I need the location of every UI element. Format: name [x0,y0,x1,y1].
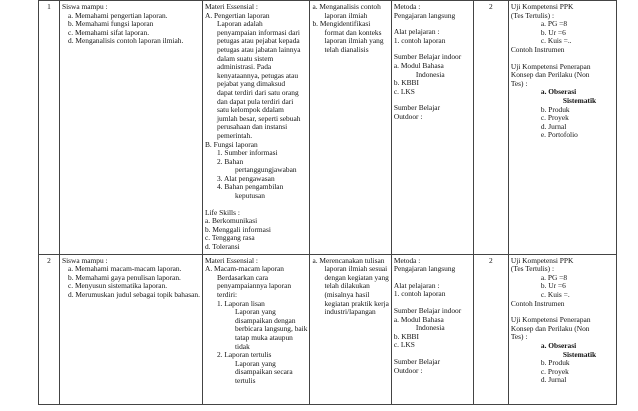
text-line: administrasi. Pada [216,62,272,72]
minggu-cell: 2 [473,1,508,255]
minggu-cell: 2 [473,254,508,404]
list-item: d. Jurnal [540,375,567,385]
list-item: a. Berkomunikasi [204,216,258,226]
text-line: Metoda : [393,2,421,11]
text-line: terdiri: [216,290,238,299]
table-row [39,1,617,255]
text-line: Alat pelajaran : [393,27,440,37]
text-line: pertanggungjawaban [234,165,297,175]
list-item: b. KBBI [393,78,419,88]
list-item: b. Memahami fungsi laporan [68,19,154,29]
list-item: a. Modul Bahasa [393,60,444,70]
table-row [39,254,617,404]
list-item: b. Ur =6 [540,27,566,37]
list-item: a. Obserasi [540,340,577,350]
text-line: Indonesia [415,69,445,79]
text-line: industri/lapangan [324,307,376,317]
text-line: disampaikan dengan [234,315,296,325]
list-item: b. Ur =6 [540,281,566,291]
text-line: Sistematik [562,349,597,359]
list-item: b. Produk [540,104,570,114]
text-line: A. Macam-macam laporan [204,264,284,274]
text-line: format dan konteks [324,27,382,37]
text-line: jumlah besar, seperti sebuah [216,113,301,123]
list-item: c. Kuis =.. [540,36,572,46]
list-item: 1. Sumber informasi [216,148,278,158]
list-item: 4. Bahan pengambilan [216,182,284,192]
text-line: penyampaiannya laporan [216,281,292,291]
materi-cell [202,1,309,255]
text-line: laporan ilmiah sesuai [324,264,388,274]
list-item: d. Menganalisis contoh laporan ilmiah. [68,36,184,46]
text-line: tidak [234,341,250,351]
text-line: Berdasarkan cara [216,272,269,282]
text-line: Pengajaran langsung [393,10,456,20]
text-line: Siswa mampu : [62,2,108,11]
text-line: pemerintah. [216,130,253,140]
list-item: 3. Alat pengawasan [216,173,275,183]
text-line: tertulis [234,375,256,385]
list-item: c. Kuis =. [540,290,570,299]
list-item: d. Toleransi [204,242,240,252]
syllabus-table [38,0,617,405]
text-line: keputusan [234,191,265,201]
list-item: b. Mengidentifikasi [312,19,371,29]
text-line: Sumber Belajar indoor [393,52,462,62]
text-line: Siswa mampu : [62,255,108,265]
text-line: (Tes Tertulis) : [510,264,555,274]
text-line: Pengajaran langsung [393,264,456,274]
row-number: 1 [39,1,60,255]
text-line: kenyataannya, petugas atau [216,70,299,80]
kegiatan-cell [310,1,391,255]
text-line: Metoda : [393,255,421,265]
list-item: a. Modul Bahasa [393,314,444,324]
text-line: dan dapat pula terdiri dari [216,96,294,106]
list-item: a. Memahami pengertian laporan. [68,10,168,20]
text-line: laporan ilmiah yang [324,36,384,46]
list-item: a. Obserasi [540,87,577,97]
text-line: Laporan adalah [216,19,263,29]
text-line: Uji Kompetensi PPK [510,2,574,11]
text-line: 1. contoh laporan [393,289,446,299]
text-line: 1. contoh laporan [393,35,446,45]
kegiatan-cell [310,254,391,404]
kompetensi-cell [60,1,203,255]
list-item: b. Produk [540,358,570,368]
text-line: (misalnya hasil [324,290,370,299]
text-line: Outdoor : [393,111,423,121]
text-line: (Tes Tertulis) : [510,10,555,20]
list-item: b. Menggali informasi [204,224,271,234]
text-line: Laporan yang [234,307,276,317]
list-item: c. LKS [393,340,415,350]
kompetensi-cell [60,254,203,404]
list-item: a. PG =8 [540,19,568,29]
list-item: e. Portofolio [540,130,578,140]
row-number: 2 [39,254,60,404]
list-item: c. LKS [393,86,415,96]
text-line: Sumber Belajar [393,103,441,113]
text-line: Sistematik [562,95,597,105]
text-line: telah dilakukan [324,281,370,291]
text-line: laporan ilmiah [324,10,368,20]
list-item: 2. Bahan [216,156,244,166]
list-item: a. Memahami macam-macam laporan. [68,264,182,274]
list-item: c. Proyek [540,366,569,376]
text-line: perusahaan dan instansi [216,122,288,132]
text-line: A. Pengertian laporan [204,10,270,20]
list-item: d. Merumuskan judul sebagai topik bahasan. [68,290,200,299]
text-line: kegiatan praktik kerja [324,298,389,308]
text-line: Uji Kompetensi Penerapan [510,61,591,71]
text-line: dapat terdiri dari satu orang [216,87,299,97]
text-line: Uji Kompetensi Penerapan [510,315,591,325]
text-line: petugas atau jabatan lainnya [216,44,301,54]
materi-cell [202,254,309,404]
text-line: Tes) : [510,332,528,342]
list-item: c. Memahami sifat laporan. [68,27,150,37]
list-item: a. PG =8 [540,272,568,282]
text-line: Indonesia [415,323,445,333]
text-line: dalam suatu sistem [216,53,274,63]
list-item: a. Menganalisis contoh [312,2,381,11]
metoda-cell [391,254,473,404]
text-line: Materi Essensial : [204,2,258,11]
text-line: Tes) : [510,78,528,88]
text-line: disampaikan secara [234,367,293,377]
list-item: c. Proyek [540,113,569,123]
text-line: Life Skills : [204,207,240,217]
text-line: Contoh Instrumen [510,44,565,54]
text-line: dengan kegiatan yang [324,272,389,282]
penilaian-cell [508,1,616,255]
text-line: B. Fungsi laporan [204,139,258,149]
text-line: berbicara langsung, baik [234,324,308,334]
text-line: Laporan yang [234,358,276,368]
list-item: b. Memahami gaya penulisan laporan. [68,272,181,282]
text-line: Uji Kompetensi PPK [510,255,574,265]
text-line: Sumber Belajar indoor [393,306,462,315]
text-line: Alat pelajaran : [393,280,440,290]
text-line: Konsep dan Perilaku (Non [510,70,590,80]
text-line: telah dianalisis [324,44,369,54]
text-line: Sumber Belajar [393,356,441,366]
text-line: tatap muka ataupun [234,332,293,342]
list-item: d. Jurnal [540,121,567,131]
text-line: petugas atau pejabat kepada [216,36,300,46]
text-line: Materi Essensial : [204,255,258,265]
list-item: 1. Laporan lisan [216,298,265,308]
list-item: 2. Laporan tertulis [216,350,272,360]
text-line: pejabat yang dimaksud [216,79,286,89]
text-line: Konsep dan Perilaku (Non [510,323,590,333]
text-line: penyampaian informasi dari [216,27,300,37]
penilaian-cell [508,254,616,404]
metoda-cell [391,1,473,255]
text-line: Outdoor : [393,365,423,375]
text-line: satu kelompok ddalam [216,105,284,115]
list-item: c. Tenggang rasa [204,233,255,243]
list-item: a. Merencanakan tulisan [312,255,385,265]
text-line: Contoh Instrumen [510,298,565,308]
list-item: c. Menyusun sistematika laporan. [68,281,168,291]
list-item: b. KBBI [393,331,419,341]
